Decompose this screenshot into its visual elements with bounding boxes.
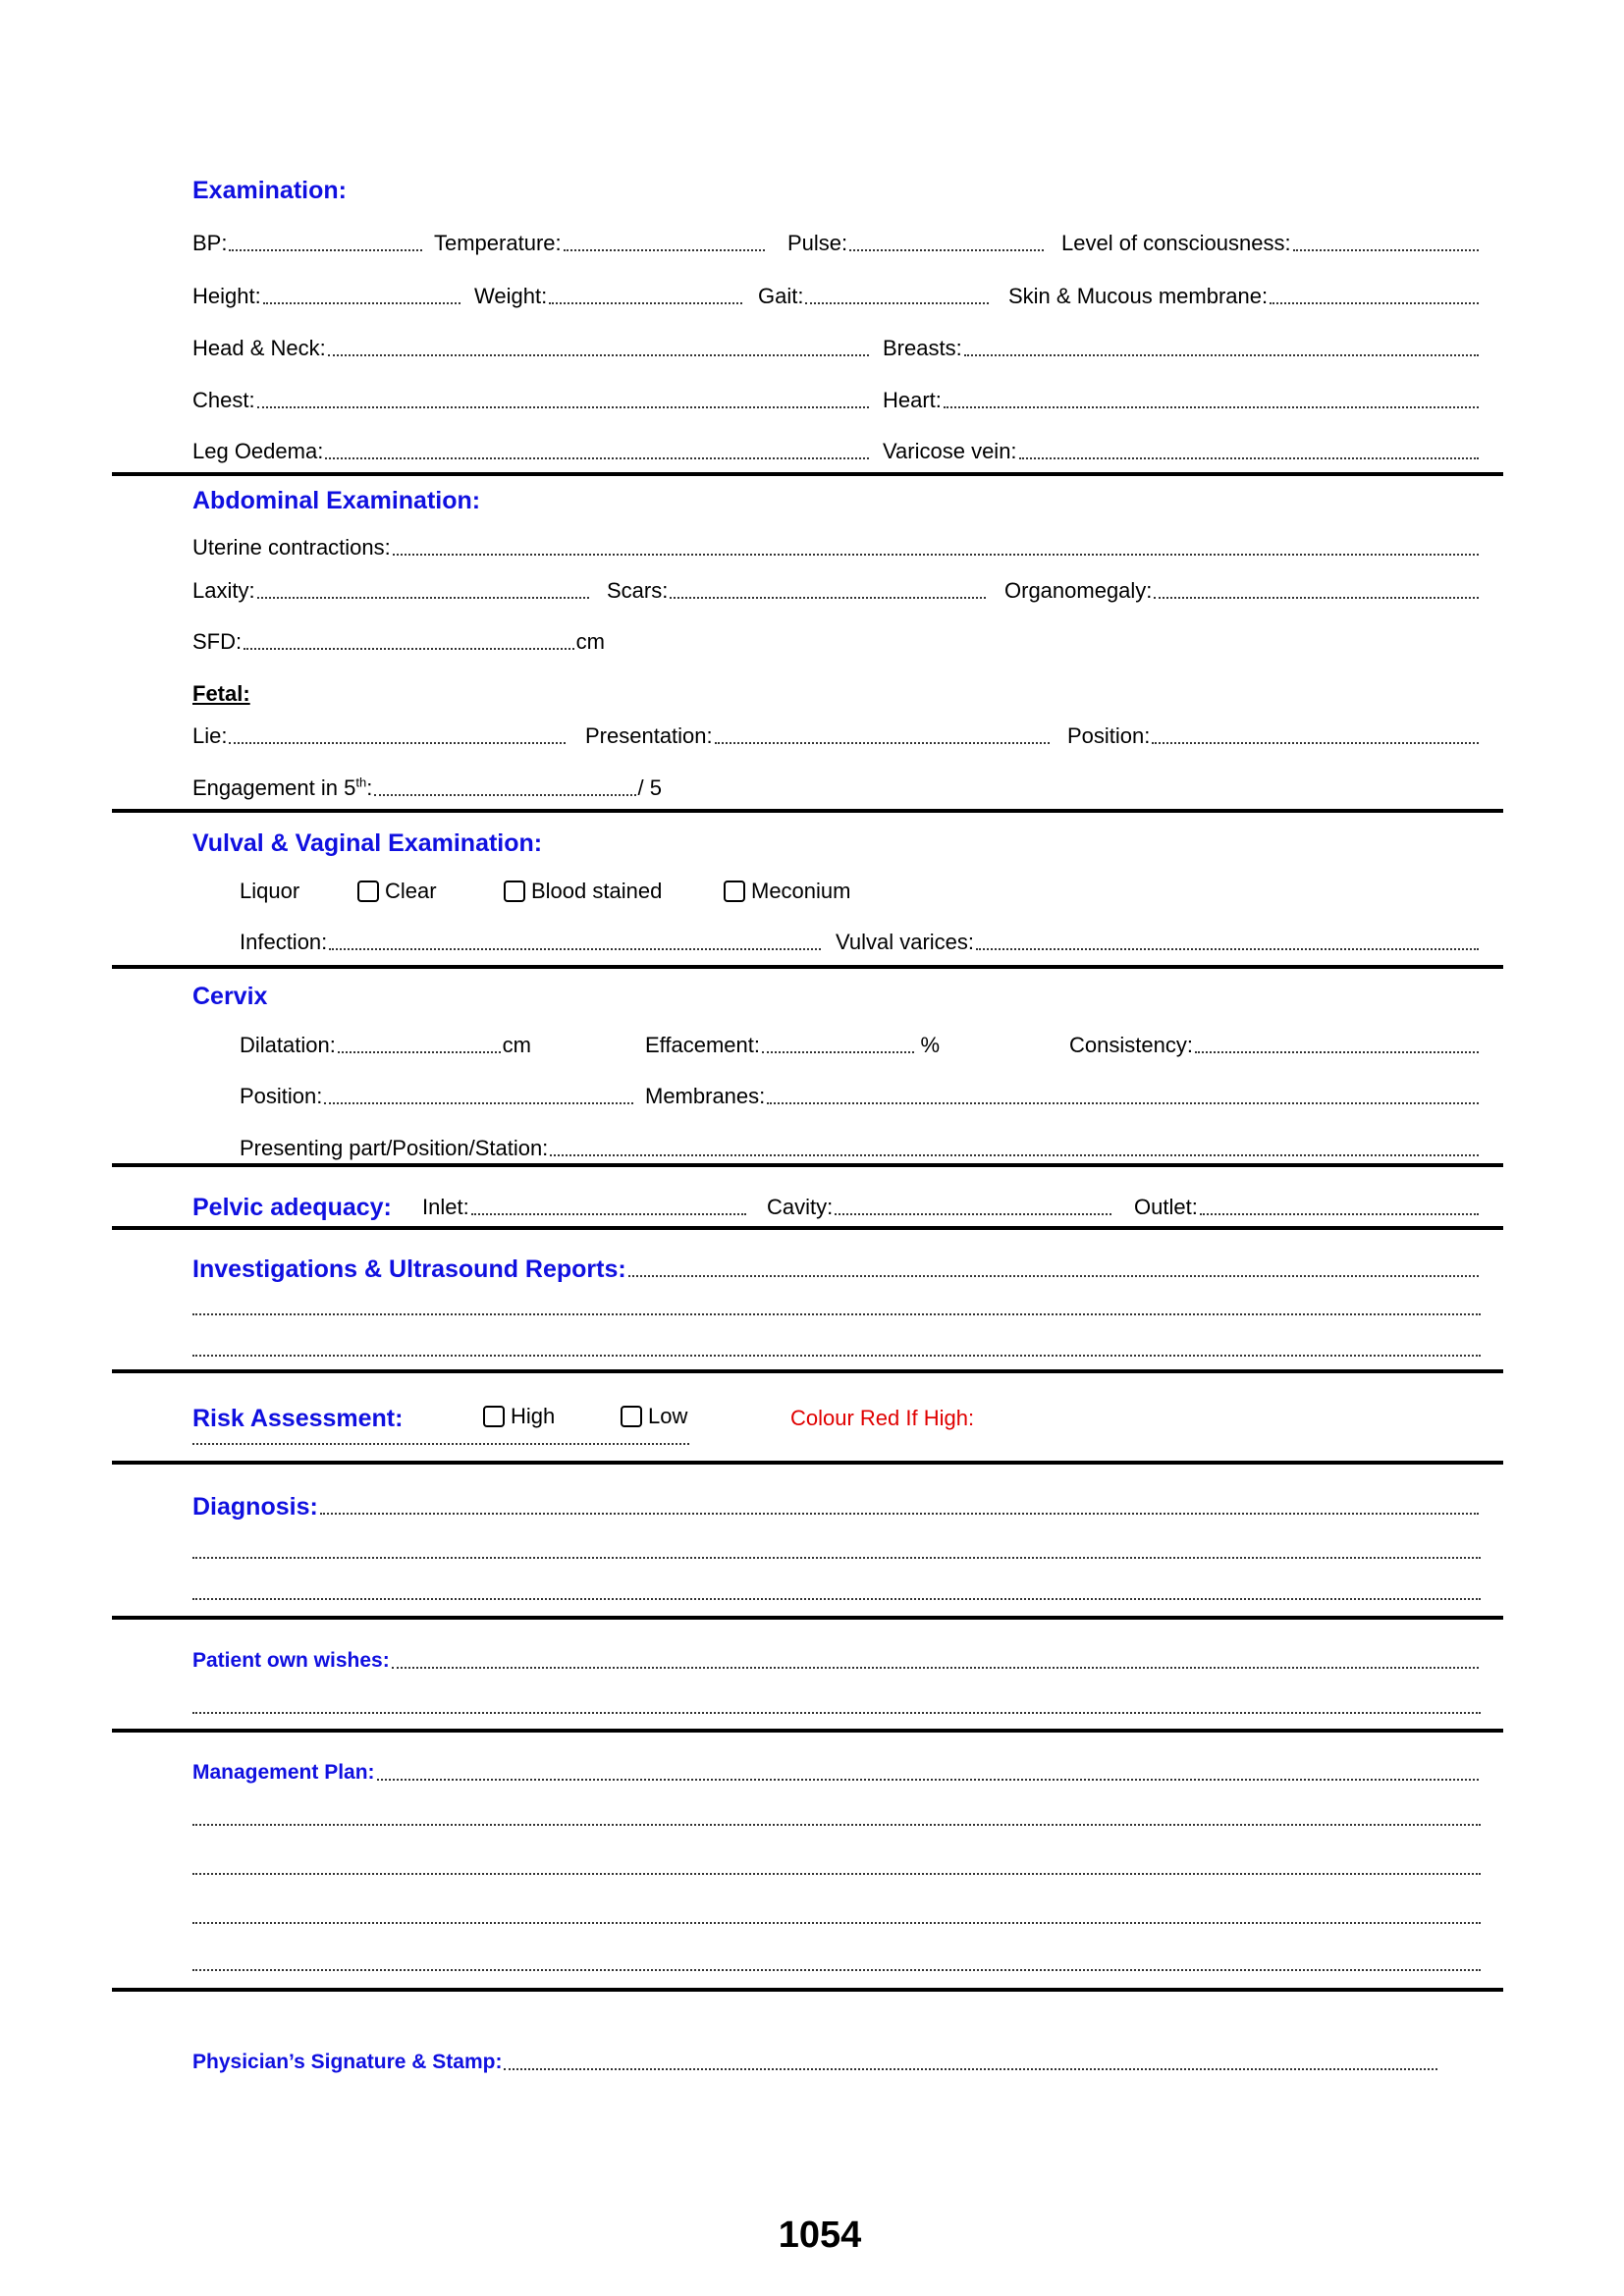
risk-note: Colour Red If High: bbox=[790, 1406, 975, 1430]
leg-oedema-label: Leg Oedema: bbox=[192, 439, 324, 463]
skin-label: Skin & Mucous membrane: bbox=[1008, 284, 1269, 308]
section-divider bbox=[112, 809, 1503, 813]
sfd-unit: cm bbox=[575, 629, 605, 654]
inlet-label: Inlet: bbox=[422, 1195, 469, 1219]
checkbox-icon[interactable] bbox=[504, 881, 525, 902]
cervix-position-field[interactable] bbox=[240, 1082, 635, 1111]
bp-label: BP: bbox=[192, 231, 228, 255]
management-line[interactable] bbox=[192, 1873, 1481, 1875]
section-divider bbox=[112, 472, 1503, 476]
consistency-label: Consistency: bbox=[1069, 1033, 1193, 1057]
heart-label: Heart: bbox=[883, 388, 942, 412]
diagnosis-field[interactable] bbox=[192, 1490, 1481, 1522]
chest-field[interactable] bbox=[192, 386, 871, 415]
skin-field[interactable] bbox=[1008, 282, 1481, 311]
breasts-label: Breasts: bbox=[883, 336, 962, 360]
weight-label: Weight: bbox=[474, 284, 548, 308]
wishes-line[interactable] bbox=[192, 1712, 1481, 1714]
consistency-field[interactable] bbox=[1069, 1031, 1481, 1060]
management-line[interactable] bbox=[192, 1969, 1481, 1971]
checkbox-icon[interactable] bbox=[621, 1406, 642, 1427]
outlet-label: Outlet: bbox=[1134, 1195, 1198, 1219]
temperature-label: Temperature: bbox=[434, 231, 562, 255]
presenting-label: Presenting part/Position/Station: bbox=[240, 1136, 549, 1160]
diagnosis-line[interactable] bbox=[192, 1557, 1481, 1559]
management-line[interactable] bbox=[192, 1824, 1481, 1826]
section-divider bbox=[112, 1163, 1503, 1167]
investigations-heading: Investigations & Ultrasound Reports: bbox=[192, 1255, 626, 1283]
effacement-unit: % bbox=[920, 1033, 940, 1057]
pulse-label: Pulse: bbox=[787, 231, 848, 255]
management-field[interactable] bbox=[192, 1758, 1481, 1788]
cavity-field[interactable] bbox=[767, 1193, 1113, 1222]
varices-field[interactable] bbox=[836, 928, 1481, 957]
dilatation-field[interactable] bbox=[240, 1031, 531, 1060]
effacement-label: Effacement: bbox=[645, 1033, 760, 1057]
organomegaly-field[interactable] bbox=[1004, 576, 1481, 606]
section-divider bbox=[112, 1988, 1503, 1992]
signature-heading: Physician’s Signature & Stamp: bbox=[192, 2051, 503, 2073]
risk-line[interactable] bbox=[192, 1443, 689, 1445]
scars-field[interactable] bbox=[607, 576, 988, 606]
head-neck-label: Head & Neck: bbox=[192, 336, 326, 360]
checkbox-icon[interactable] bbox=[724, 881, 745, 902]
examination-heading: Examination: bbox=[192, 177, 347, 204]
organomegaly-label: Organomegaly: bbox=[1004, 578, 1153, 603]
inlet-field[interactable] bbox=[422, 1193, 748, 1222]
consciousness-field[interactable] bbox=[1061, 229, 1481, 258]
sfd-label: SFD: bbox=[192, 629, 243, 654]
checkbox-icon[interactable] bbox=[483, 1406, 505, 1427]
section-divider bbox=[112, 1461, 1503, 1465]
lie-label: Lie: bbox=[192, 723, 228, 748]
cervix-position-label: Position: bbox=[240, 1084, 323, 1108]
risk-heading: Risk Assessment: bbox=[192, 1405, 404, 1432]
leg-oedema-field[interactable] bbox=[192, 437, 871, 466]
heart-field[interactable] bbox=[883, 386, 1481, 415]
breasts-field[interactable] bbox=[883, 334, 1481, 363]
fetal-subheading bbox=[192, 679, 250, 709]
risk-low-checkbox[interactable]: Low bbox=[621, 1402, 687, 1431]
position-field[interactable] bbox=[1067, 721, 1481, 751]
signature-field[interactable] bbox=[192, 2048, 1439, 2077]
varices-label: Vulval varices: bbox=[836, 930, 975, 954]
bp-field[interactable] bbox=[192, 229, 424, 258]
laxity-field[interactable] bbox=[192, 576, 591, 606]
management-heading: Management Plan: bbox=[192, 1761, 375, 1784]
varicose-field[interactable] bbox=[883, 437, 1481, 466]
head-neck-field[interactable] bbox=[192, 334, 871, 363]
gait-label: Gait: bbox=[758, 284, 804, 308]
diagnosis-line[interactable] bbox=[192, 1598, 1481, 1600]
weight-field[interactable] bbox=[474, 282, 744, 311]
uterine-field[interactable] bbox=[192, 533, 1481, 562]
clear-checkbox[interactable]: Clear bbox=[357, 877, 437, 906]
wishes-field[interactable] bbox=[192, 1646, 1481, 1676]
membranes-field[interactable] bbox=[645, 1082, 1481, 1111]
cavity-label: Cavity: bbox=[767, 1195, 834, 1219]
position-label: Position: bbox=[1067, 723, 1151, 748]
abdominal-heading: Abdominal Examination: bbox=[192, 487, 481, 514]
infection-label: Infection: bbox=[240, 930, 328, 954]
lie-field[interactable] bbox=[192, 721, 568, 751]
section-divider bbox=[112, 1616, 1503, 1620]
scars-label: Scars: bbox=[607, 578, 669, 603]
infection-field[interactable] bbox=[240, 928, 823, 957]
engagement-suffix: / 5 bbox=[637, 775, 662, 800]
presentation-label: Presentation: bbox=[585, 723, 713, 748]
meconium-checkbox[interactable]: Meconium bbox=[724, 877, 850, 906]
presentation-field[interactable] bbox=[585, 721, 1052, 751]
varicose-label: Varicose vein: bbox=[883, 439, 1017, 463]
membranes-label: Membranes: bbox=[645, 1084, 766, 1108]
blood-stained-checkbox[interactable]: Blood stained bbox=[504, 877, 662, 906]
uterine-label: Uterine contractions: bbox=[192, 535, 391, 560]
outlet-field[interactable] bbox=[1134, 1193, 1481, 1222]
dilatation-unit: cm bbox=[502, 1033, 531, 1057]
vulval-heading: Vulval & Vaginal Examination: bbox=[192, 829, 543, 857]
page-number: 1054 bbox=[778, 2215, 862, 2256]
section-divider bbox=[112, 1369, 1503, 1373]
pulse-field[interactable] bbox=[787, 229, 1046, 258]
dilatation-label: Dilatation: bbox=[240, 1033, 336, 1057]
gait-field[interactable] bbox=[758, 282, 991, 311]
temperature-field[interactable] bbox=[434, 229, 767, 258]
consciousness-label: Level of consciousness: bbox=[1061, 231, 1291, 255]
section-divider bbox=[112, 1729, 1503, 1733]
investigations-field[interactable] bbox=[192, 1253, 1481, 1284]
liquor-label: Liquor bbox=[240, 879, 300, 903]
cervix-heading: Cervix bbox=[192, 983, 268, 1010]
engagement-field[interactable] bbox=[192, 774, 662, 803]
engagement-label: Engagement in 5th: bbox=[192, 774, 373, 800]
investigations-line[interactable] bbox=[192, 1355, 1481, 1357]
presenting-field[interactable] bbox=[240, 1134, 1481, 1163]
laxity-label: Laxity: bbox=[192, 578, 255, 603]
section-divider bbox=[112, 1226, 1503, 1230]
wishes-heading: Patient own wishes: bbox=[192, 1649, 390, 1672]
risk-high-checkbox[interactable]: High bbox=[483, 1402, 555, 1431]
pelvic-heading: Pelvic adequacy: bbox=[192, 1194, 392, 1221]
diagnosis-heading: Diagnosis: bbox=[192, 1493, 318, 1521]
chest-label: Chest: bbox=[192, 388, 255, 412]
section-divider bbox=[112, 965, 1503, 969]
height-field[interactable] bbox=[192, 282, 462, 311]
investigations-line[interactable] bbox=[192, 1313, 1481, 1315]
checkbox-icon[interactable] bbox=[357, 881, 379, 902]
management-line[interactable] bbox=[192, 1922, 1481, 1924]
fetal-label: Fetal: bbox=[192, 681, 250, 706]
sfd-field[interactable] bbox=[192, 627, 605, 657]
effacement-field[interactable] bbox=[645, 1031, 940, 1060]
height-label: Height: bbox=[192, 284, 261, 308]
